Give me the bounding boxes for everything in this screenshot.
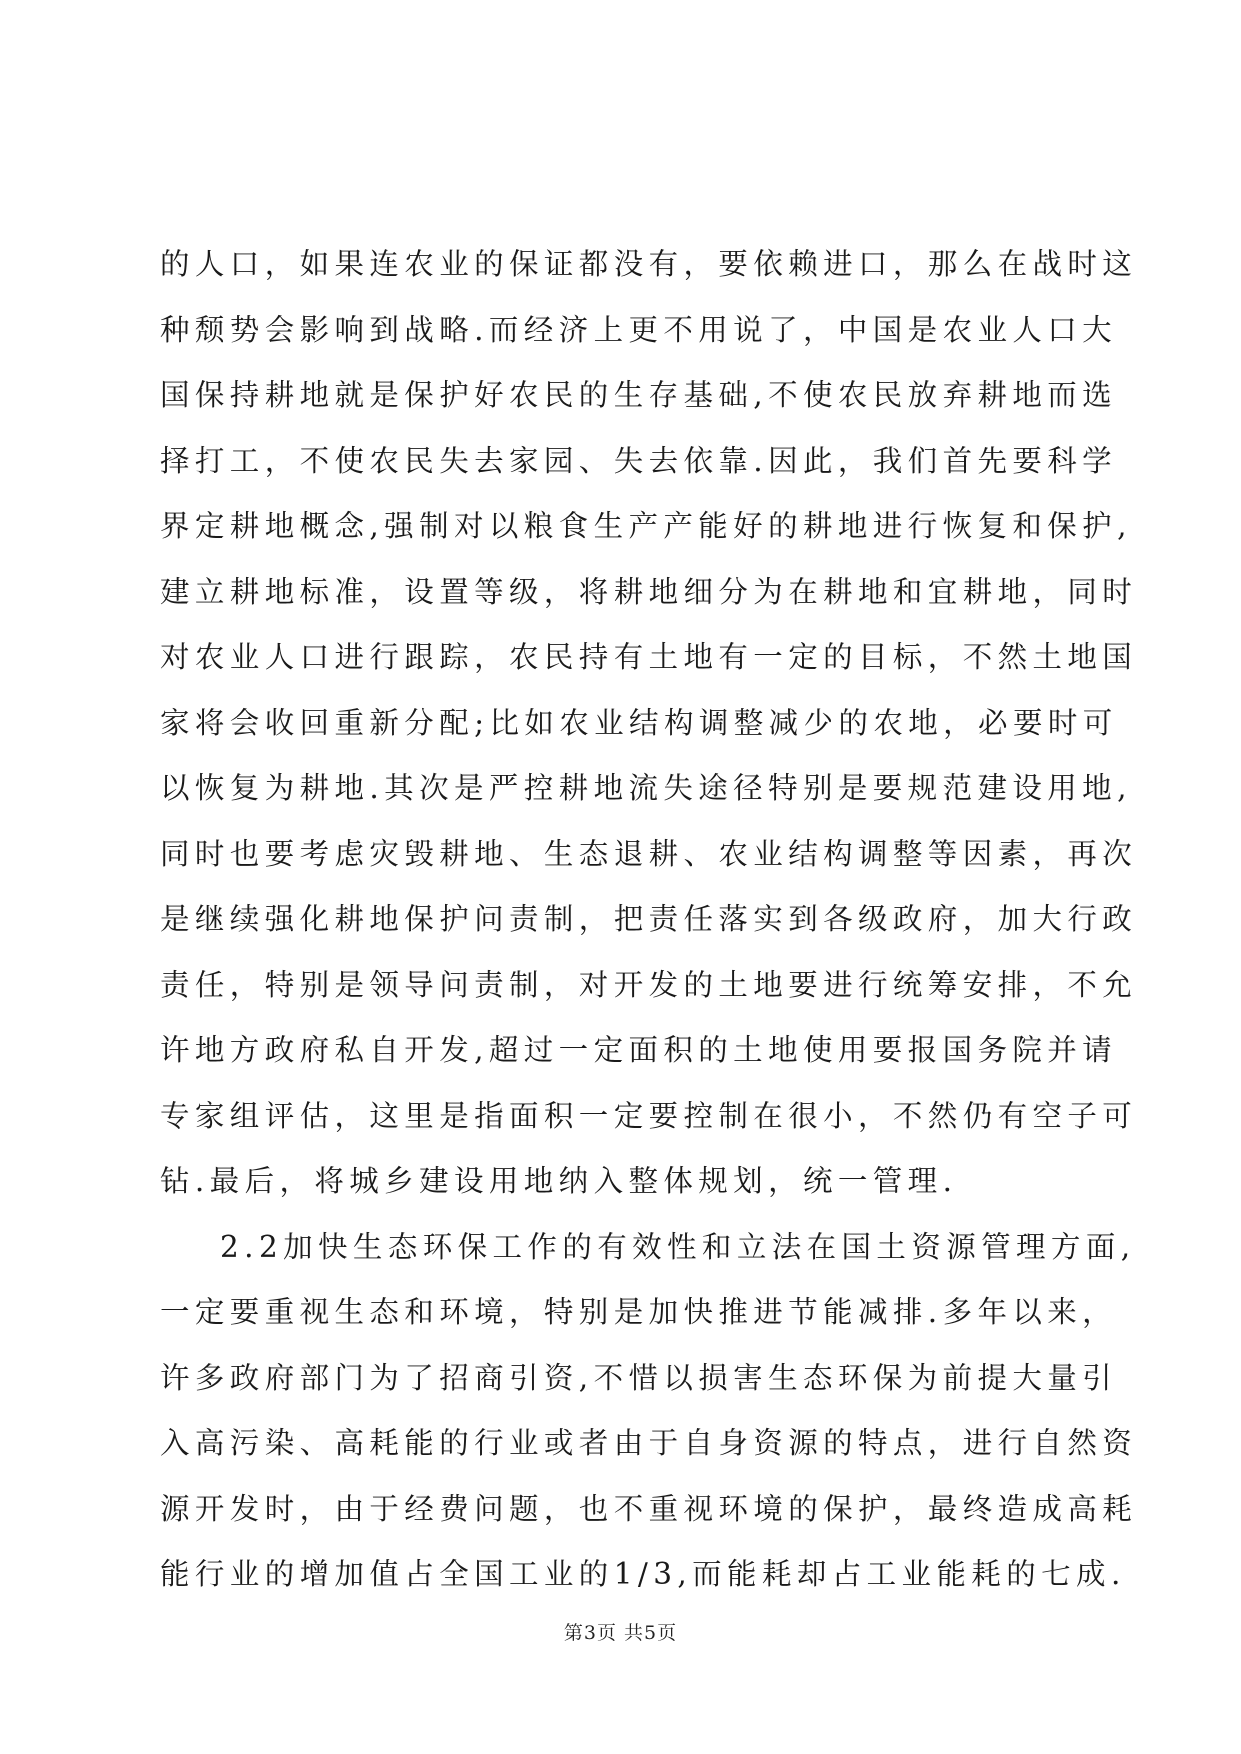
text-line: 界定耕地概念,强制对以粮食生产产能好的耕地进行恢复和保护, xyxy=(160,509,1132,543)
text-line: 一定要重视生态和环境，特别是加快推进节能减排.多年以来， xyxy=(160,1295,1118,1329)
text-line: 源开发时，由于经费问题，也不重视环境的保护，最终造成高耗 xyxy=(160,1491,1138,1526)
text-line: 能行业的增加值占全国工业的1/3,而能耗却占工业能耗的七成. xyxy=(160,1557,1126,1591)
page-number-footer: 第3页 共5页 xyxy=(563,1622,678,1644)
text-line: 对农业人口进行跟踪，农民持有土地有一定的目标，不然土地国 xyxy=(160,640,1138,674)
text-line: 许多政府部门为了招商引资,不惜以损害生态环保为前提大量引 xyxy=(160,1360,1118,1395)
text-line: 家将会收回重新分配;比如农业结构调整减少的农地，必要时可 xyxy=(160,705,1118,740)
text-line: 以恢复为耕地.其次是严控耕地流失途径特别是要规范建设用地, xyxy=(160,771,1132,805)
text-line: 种颓势会影响到战略.而经济上更不用说了，中国是农业人口大 xyxy=(160,312,1118,347)
text-line: 建立耕地标准，设置等级，将耕地细分为在耕地和宜耕地，同时 xyxy=(160,574,1138,609)
text-line: 国保持耕地就是保护好农民的生存基础,不使农民放弃耕地而选 xyxy=(160,378,1118,412)
section-heading-line: 2.2加快生态环保工作的有效性和立法在国土资源管理方面, xyxy=(220,1229,1136,1264)
body-text xyxy=(160,232,1138,1608)
text-line: 是继续强化耕地保护问责制，把责任落实到各级政府，加大行政 xyxy=(160,902,1138,936)
text-line: 同时也要考虑灾毁耕地、生态退耕、农业结构调整等因素，再次 xyxy=(160,836,1138,871)
text-line: 的人口，如果连农业的保证都没有，要依赖进口，那么在战时这 xyxy=(160,247,1138,281)
text-line: 专家组评估，这里是指面积一定要控制在很小，不然仍有空子可 xyxy=(160,1098,1138,1133)
text-line: 入高污染、高耗能的行业或者由于自身资源的特点，进行自然资 xyxy=(160,1426,1138,1460)
text-line: 择打工，不使农民失去家园、失去依靠.因此，我们首先要科学 xyxy=(160,443,1118,478)
text-line: 责任，特别是领导问责制，对开发的土地要进行统筹安排，不允 xyxy=(160,967,1138,1002)
text-line: 许地方政府私自开发,超过一定面积的土地使用要报国务院并请 xyxy=(160,1033,1118,1067)
text-line: 钻.最后，将城乡建设用地纳入整体规划，统一管理. xyxy=(160,1164,958,1198)
